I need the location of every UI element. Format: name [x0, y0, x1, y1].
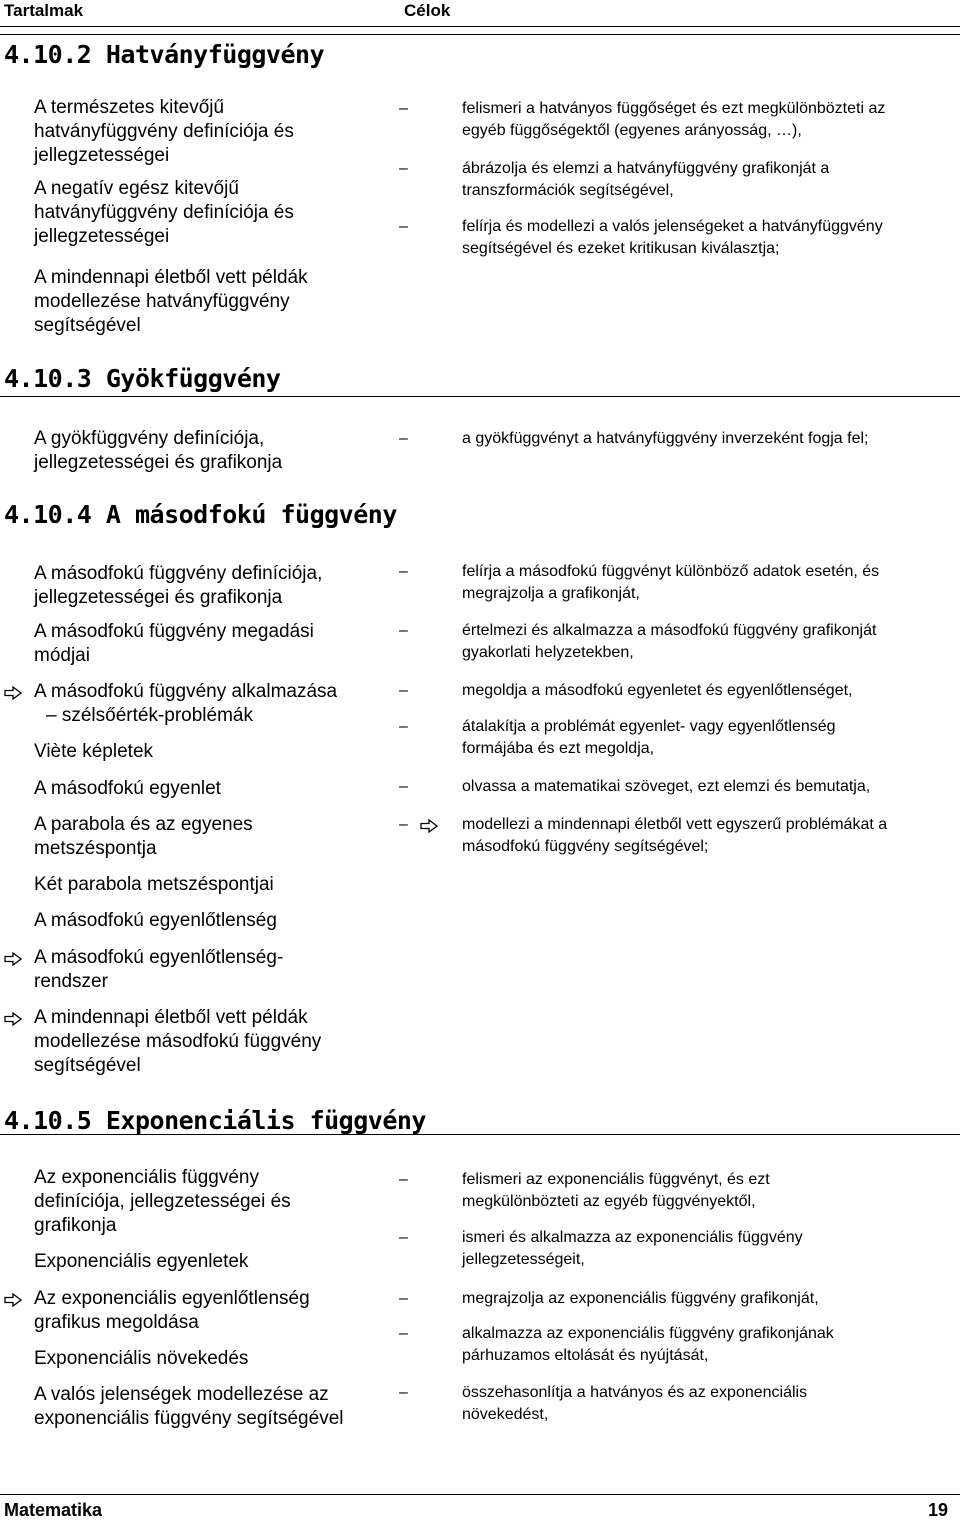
goal-item	[399, 216, 958, 260]
content-line: modellezése másodfokú függvény	[34, 1031, 322, 1052]
goal-line: növekedést,	[462, 1406, 549, 1423]
footer-page-number: 19	[927, 1500, 948, 1520]
content-line: jellegzetességei	[34, 145, 170, 166]
page-header	[0, 0, 960, 26]
goal-item	[399, 776, 958, 798]
arrow-right-icon	[4, 1290, 22, 1304]
goal-line: összehasonlítja a hatványos és az exponenciális	[462, 1384, 808, 1401]
dash-bullet: –	[399, 100, 408, 117]
goal-item	[399, 1323, 958, 1367]
footer-subject: Matematika	[4, 1500, 103, 1520]
dash-bullet: –	[399, 160, 408, 177]
goal-line: megrajzolja az exponenciális függvény grafikonját,	[462, 1290, 819, 1307]
section-rule	[0, 396, 960, 397]
content-line: grafikus megoldása	[34, 1312, 199, 1333]
goal-line: segítségével és ezeket kritikusan kiválasztja;	[462, 240, 780, 257]
goal-item	[399, 1169, 958, 1213]
section-title: 4.10.2 Hatványfüggvény	[4, 40, 325, 69]
content-line: A másodfokú függvény definíciója,	[34, 563, 323, 584]
content-item	[34, 1166, 384, 1238]
dash-bullet: –	[399, 430, 408, 447]
content-line: A mindennapi életből vett példák	[34, 267, 308, 288]
content-item	[34, 1383, 384, 1431]
goal-line: párhuzamos eltolását és nyújtását,	[462, 1347, 709, 1364]
goal-line: ábrázolja és elemzi a hatványfüggvény grafikonját a	[462, 160, 830, 177]
content-item	[34, 946, 384, 994]
content-line: jellegzetességei és grafikonja	[34, 452, 283, 473]
dash-bullet: –	[399, 1290, 408, 1307]
goal-item	[399, 1288, 958, 1310]
content-line: A másodfokú függvény megadási	[34, 621, 314, 642]
content-line: A másodfokú egyenlet	[34, 778, 221, 799]
goal-line: ismeri és alkalmazza az exponenciális függvény	[462, 1229, 803, 1246]
dash-bullet: –	[399, 218, 408, 235]
section-title: 4.10.3 Gyökfüggvény	[4, 364, 281, 393]
content-line: A másodfokú egyenlőtlenség	[34, 910, 277, 931]
goal-line: egyéb függőségektől (egyenes arányosság, …),	[462, 122, 802, 139]
content-item	[34, 266, 384, 338]
section-rule	[0, 34, 960, 35]
content-line: grafikonja	[34, 1215, 117, 1236]
contents-column-heading: Tartalmak	[4, 1, 84, 20]
goal-line: transzformációk segítségével,	[462, 182, 674, 199]
content-line: Exponenciális növekedés	[34, 1348, 249, 1369]
dash-bullet: –	[399, 1325, 408, 1342]
content-line: Két parabola metszéspontjai	[34, 874, 274, 895]
content-item	[34, 427, 384, 475]
goal-line: értelmezi és alkalmazza a másodfokú függvény grafikonját	[462, 622, 877, 639]
header-rule	[0, 26, 960, 27]
dash-bullet: –	[399, 622, 408, 639]
content-line: A másodfokú függvény alkalmazása	[34, 681, 338, 702]
dash-bullet: –	[399, 563, 408, 580]
content-item	[34, 909, 384, 933]
content-line: metszéspontja	[34, 838, 157, 859]
goal-line: felírja a másodfokú függvényt különböző adatok esetén, és	[462, 563, 880, 580]
goal-item	[399, 158, 958, 202]
content-line: Exponenciális egyenletek	[34, 1251, 249, 1272]
content-line: Az exponenciális függvény	[34, 1167, 259, 1188]
goal-item	[399, 680, 958, 702]
content-line: A gyökfüggvény definíciója,	[34, 428, 265, 449]
content-line: exponenciális függvény segítségével	[34, 1408, 344, 1429]
goal-line: megkülönbözteti az egyéb függvényektől,	[462, 1193, 756, 1210]
dash-bullet: –	[399, 1229, 408, 1246]
arrow-right-icon	[4, 1009, 22, 1023]
goal-line: megrajzolja a grafikonját,	[462, 585, 640, 602]
goal-line: megoldja a másodfokú egyenletet és egyenlőtlenséget,	[462, 682, 853, 699]
content-line: A mindennapi életből vett példák	[34, 1007, 308, 1028]
dash-bullet: –	[399, 718, 408, 735]
content-line: Az exponenciális egyenlőtlenség	[34, 1288, 310, 1309]
dash-bullet: –	[399, 778, 408, 795]
content-line: modellezése hatványfüggvény	[34, 291, 290, 312]
goal-item	[399, 1227, 958, 1271]
goal-line: jellegzetességeit,	[462, 1251, 585, 1268]
content-item	[34, 1347, 384, 1371]
content-line: módjai	[34, 645, 90, 666]
dash-bullet: –	[399, 1384, 408, 1401]
content-line: jellegzetességei és grafikonja	[34, 587, 283, 608]
goal-item	[399, 98, 958, 142]
content-line: Viète képletek	[34, 741, 154, 762]
dash-bullet: –	[399, 1171, 408, 1188]
content-item	[34, 96, 384, 168]
content-line: A másodfokú egyenlőtlenség-	[34, 947, 284, 968]
goal-item	[399, 620, 958, 664]
goal-item	[399, 1382, 958, 1426]
section-title: 4.10.4 A másodfokú függvény	[4, 500, 397, 529]
goal-item	[399, 428, 958, 450]
content-line: hatványfüggvény definíciója és	[34, 121, 294, 142]
content-line: rendszer	[34, 971, 108, 992]
goal-line: felismeri az exponenciális függvényt, és ezt	[462, 1171, 770, 1188]
content-line: jellegzetességei	[34, 226, 170, 247]
content-line: A negatív egész kitevőjű	[34, 178, 239, 199]
content-item	[34, 777, 384, 801]
goal-item	[399, 561, 958, 605]
content-line: A parabola és az egyenes	[34, 814, 253, 835]
content-line: segítségével	[34, 315, 141, 336]
section-title: 4.10.5 Exponenciális függvény	[4, 1106, 426, 1135]
content-line: A valós jelenségek modellezése az	[34, 1384, 329, 1405]
goal-line: a gyökfüggvényt a hatványfüggvény inverzeként fogja fel;	[462, 430, 869, 447]
content-item	[34, 620, 384, 668]
goals-column-heading: Célok	[404, 1, 451, 20]
content-line: hatványfüggvény definíciója és	[34, 202, 294, 223]
goal-line: olvassa a matematikai szöveget, ezt elemzi és bemutatja,	[462, 778, 871, 795]
content-item	[34, 1006, 384, 1078]
content-item	[34, 562, 384, 610]
arrow-right-icon	[4, 949, 22, 963]
content-item	[34, 680, 384, 728]
footer-rule	[0, 1494, 960, 1495]
content-line: segítségével	[34, 1055, 141, 1076]
content-line: definíciója, jellegzetességei és	[34, 1191, 291, 1212]
content-item	[34, 740, 384, 764]
content-item	[34, 873, 384, 897]
dash-bullet: –	[399, 816, 408, 833]
content-line: A természetes kitevőjű	[34, 97, 225, 118]
goal-line: felismeri a hatványos függőséget és ezt megkülönbözteti az	[462, 100, 886, 117]
arrow-right-icon	[420, 818, 438, 832]
goal-line: átalakítja a problémát egyenlet- vagy egyenlőtlenség	[462, 718, 836, 735]
goal-item	[399, 716, 958, 760]
content-item	[34, 177, 384, 249]
content-item	[34, 1287, 384, 1335]
goal-line: modellezi a mindennapi életből vett egyszerű problémákat a	[462, 816, 888, 833]
content-line: – szélsőérték-problémák	[46, 705, 253, 726]
arrow-right-icon	[4, 683, 22, 697]
goal-line: gyakorlati helyzetekben,	[462, 644, 634, 661]
goal-line: felírja és modellezi a valós jelenségeket a hatványfüggvény	[462, 218, 883, 235]
goal-item	[399, 814, 958, 858]
content-item	[34, 813, 384, 861]
dash-bullet: –	[399, 682, 408, 699]
goal-line: alkalmazza az exponenciális függvény grafikonjának	[462, 1325, 834, 1342]
goal-line: formájába és ezt megoldja,	[462, 740, 655, 757]
content-item	[34, 1250, 384, 1274]
goal-line: másodfokú függvény segítségével;	[462, 838, 709, 855]
